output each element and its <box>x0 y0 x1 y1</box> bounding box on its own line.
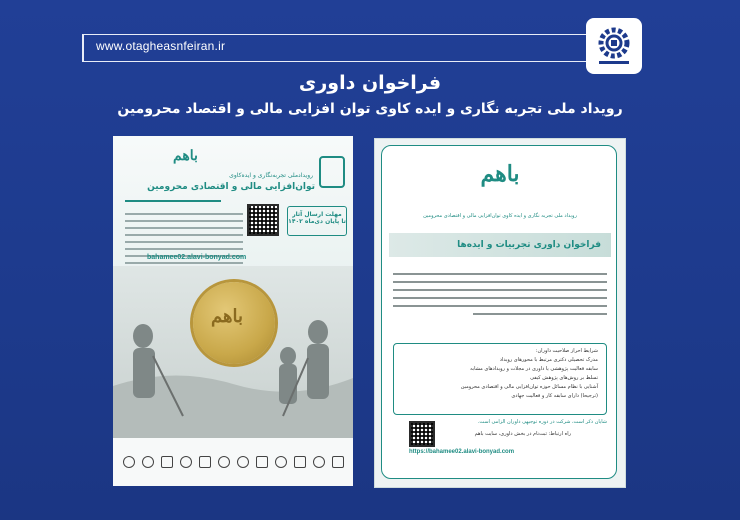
foundation-logo-icon <box>319 156 345 188</box>
divider <box>125 200 221 202</box>
poster-right-logo: باهم <box>480 161 520 187</box>
site-logo[interactable] <box>586 18 642 74</box>
poster-right-contact: راه ارتباط: ثبت‌نام در بخش داوری، سایت باهم <box>474 431 571 437</box>
poster-left <box>113 136 353 486</box>
conditions-box <box>393 343 607 415</box>
coin-logo: باهم <box>211 306 243 327</box>
condition-item: تسلط بر روش‌های پژوهش کیفی <box>530 375 598 381</box>
sponsor-logo-icon <box>161 456 173 468</box>
poster-right-url[interactable]: https://bahamee02.alavi-bonyad.com <box>409 449 515 455</box>
intro-text <box>393 267 607 321</box>
sponsor-strip <box>113 438 353 486</box>
sponsor-logo-icon <box>275 456 287 468</box>
poster-right <box>374 138 626 488</box>
call-title-band <box>389 233 611 257</box>
call-title: فراخوان داوری تجربیات و ایده‌ها <box>457 240 601 250</box>
poster-left-logo: باهم <box>173 148 198 164</box>
condition-item: سابقه فعالیت پژوهشی یا داوری در مجلات و رویدادهای مشابه <box>470 366 598 372</box>
deadline-box <box>287 206 347 236</box>
poster-right-note: شایان ذکر است، شرکت در دوره توجیهی داوران الزامی است. <box>477 419 607 425</box>
poster-left-event-line: رویدادملی تجربه‌نگاری و ایده‌کاوی <box>229 172 313 179</box>
site-url[interactable]: www.otagheasnfeiran.ir <box>96 39 226 53</box>
sponsor-logo-icon <box>218 456 230 468</box>
sponsor-logo-icon <box>142 456 154 468</box>
deadline-line1: مهلت ارسال آثار <box>292 211 342 218</box>
sponsor-logo-icon <box>256 456 268 468</box>
page-subtitle: رویداد ملی تجربه نگاری و ایده کاوی توان افزایی مالی و اقتصاد محرومین <box>117 101 623 117</box>
qr-code[interactable] <box>409 421 435 447</box>
sponsor-logo-icon <box>123 456 135 468</box>
sponsor-logo-icon <box>237 456 249 468</box>
condition-item: (ترجیحا) دارای سابقه کار و فعالیت جهادی <box>511 393 598 399</box>
poster-left-event-title: توان‌افزایی مالی و اقتصادی محرومین <box>147 182 315 192</box>
page-title: فراخوان داوری <box>298 72 442 94</box>
qr-code[interactable] <box>247 204 279 236</box>
workers-illustration <box>113 266 353 438</box>
sponsor-logo-icon <box>294 456 306 468</box>
poster-left-url[interactable]: bahamee02.alavi-bonyad.com <box>147 254 247 261</box>
deadline-line2: تا پایان دی‌ماه ۱۴۰۲ <box>288 218 346 225</box>
sponsor-logo-icon <box>199 456 211 468</box>
condition-item: مدرک تحصیلی دکتری مرتبط با محورهای رویداد <box>499 357 598 363</box>
sponsor-logo-icon <box>313 456 325 468</box>
gear-logo-icon <box>591 23 637 69</box>
sponsor-logo-icon <box>332 456 344 468</box>
condition-item: آشنایی با نظام مسائل حوزه توان‌افزایی مالی و اقتصادی محرومین <box>460 384 598 390</box>
poster-right-event-line: رویداد ملی تجربه نگاری و ایده کاوی توان‌افزایی مالی و اقتصادی محرومین <box>423 213 577 219</box>
conditions-title: شرایط احراز صلاحیت داوران: <box>535 348 598 354</box>
sponsor-logo-icon <box>180 456 192 468</box>
